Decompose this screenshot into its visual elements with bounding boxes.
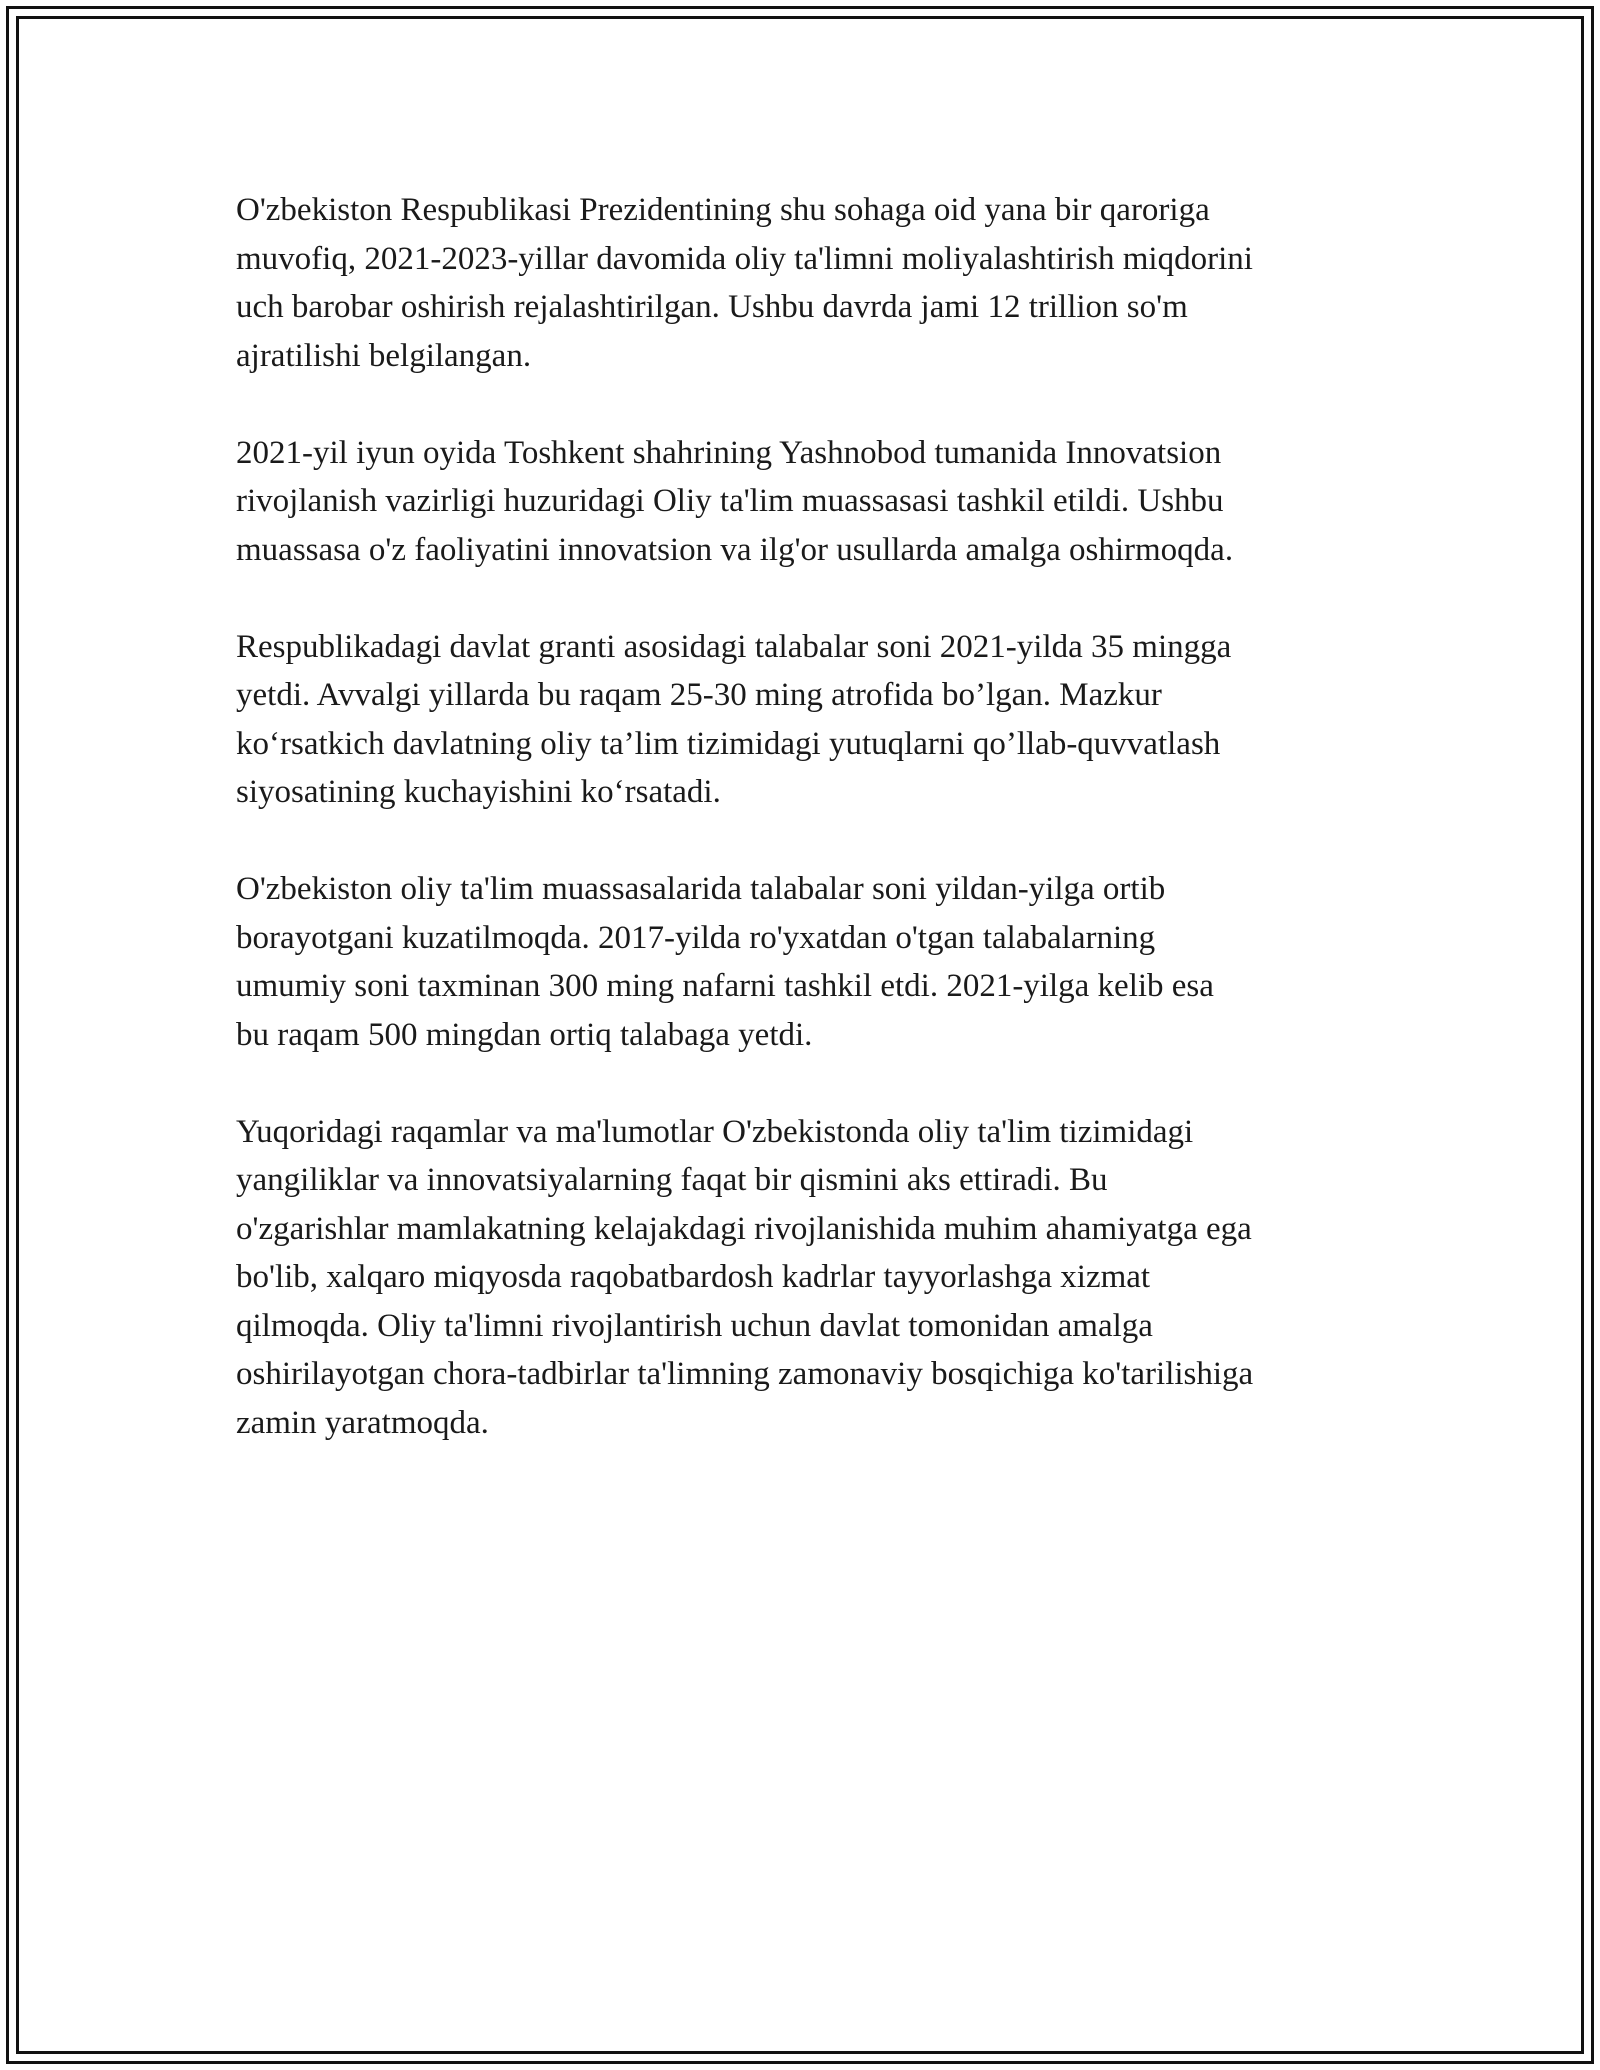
text-line: muvofiq, 2021-2023-yillar davomida oliy ta'limni moliyalashtirish miqdorini bbox=[236, 240, 1253, 277]
text-line: bo'lib, xalqaro miqyosda raqobatbardosh kadrlar tayyorlashga xizmat bbox=[236, 1259, 1151, 1295]
paragraph-conclusion bbox=[236, 1108, 1376, 1448]
text-line: oshirilayotgan chora-tadbirlar ta'limning zamonaviy bosqichiga ko'tarilishiga bbox=[236, 1356, 1254, 1392]
paragraph-new-institution bbox=[236, 429, 1376, 575]
text-line: 2021-yil iyun oyida Toshkent shahrining Yashnobod tumanida Innovatsion bbox=[236, 434, 1222, 471]
text-line: o'zgarishlar mamlakatning kelajakdagi rivojlanishida muhim ahamiyatga ega bbox=[236, 1210, 1252, 1247]
text-line: Respublikadagi davlat granti asosidagi talabalar soni 2021-yilda 35 mingga bbox=[236, 628, 1232, 665]
text-line: O'zbekiston Respublikasi Prezidentining shu sohaga oid yana bir qaroriga bbox=[236, 192, 1210, 228]
text-line: rivojlanish vazirligi huzuridagi Oliy ta'lim muassasasi tashkil etildi. Ushbu bbox=[236, 483, 1224, 519]
text-line: muassasa o'z faoliyatini innovatsion va ilg'or usullarda amalga oshirmoqda. bbox=[236, 531, 1234, 568]
document-body bbox=[236, 186, 1376, 1496]
text-line: umumiy soni taxminan 300 ming nafarni tashkil etdi. 2021-yilga kelib esa bbox=[236, 968, 1214, 1004]
text-line: O'zbekiston oliy ta'lim muassasalarida talabalar soni yildan-yilga ortib bbox=[236, 871, 1166, 907]
paragraph-student-growth bbox=[236, 865, 1376, 1059]
text-line: Yuqoridagi raqamlar va ma'lumotlar O'zbekistonda oliy ta'lim tizimidagi bbox=[236, 1113, 1194, 1150]
text-line: uch barobar oshirish rejalashtirilgan. Ushbu davrda jami 12 trillion so'm bbox=[236, 289, 1188, 325]
text-line: zamin yaratmoqda. bbox=[236, 1404, 489, 1441]
text-line: ko‘rsatkich davlatning oliy ta’lim tizimidagi yutuqlarni qo’llab-quvvatlash bbox=[236, 725, 1221, 762]
text-line: bu raqam 500 mingdan ortiq talabaga yetdi. bbox=[236, 1016, 813, 1053]
text-line: qilmoqda. Oliy ta'limni rivojlantirish uchun davlat tomonidan amalga bbox=[236, 1307, 1153, 1344]
text-line: siyosatining kuchayishini ko‘rsatadi. bbox=[236, 774, 721, 810]
paragraph-presidential-decree bbox=[236, 186, 1376, 380]
text-line: ajratilishi belgilangan. bbox=[236, 337, 532, 374]
text-line: borayotgani kuzatilmoqda. 2017-yilda ro'yxatdan o'tgan talabalarning bbox=[236, 919, 1156, 956]
paragraph-state-grant-students bbox=[236, 623, 1376, 817]
text-line: yetdi. Avvalgi yillarda bu raqam 25-30 ming atrofida bo’lgan. Mazkur bbox=[236, 677, 1162, 713]
text-line: yangiliklar va innovatsiyalarning faqat bir qismini aks ettiradi. Bu bbox=[236, 1162, 1108, 1198]
